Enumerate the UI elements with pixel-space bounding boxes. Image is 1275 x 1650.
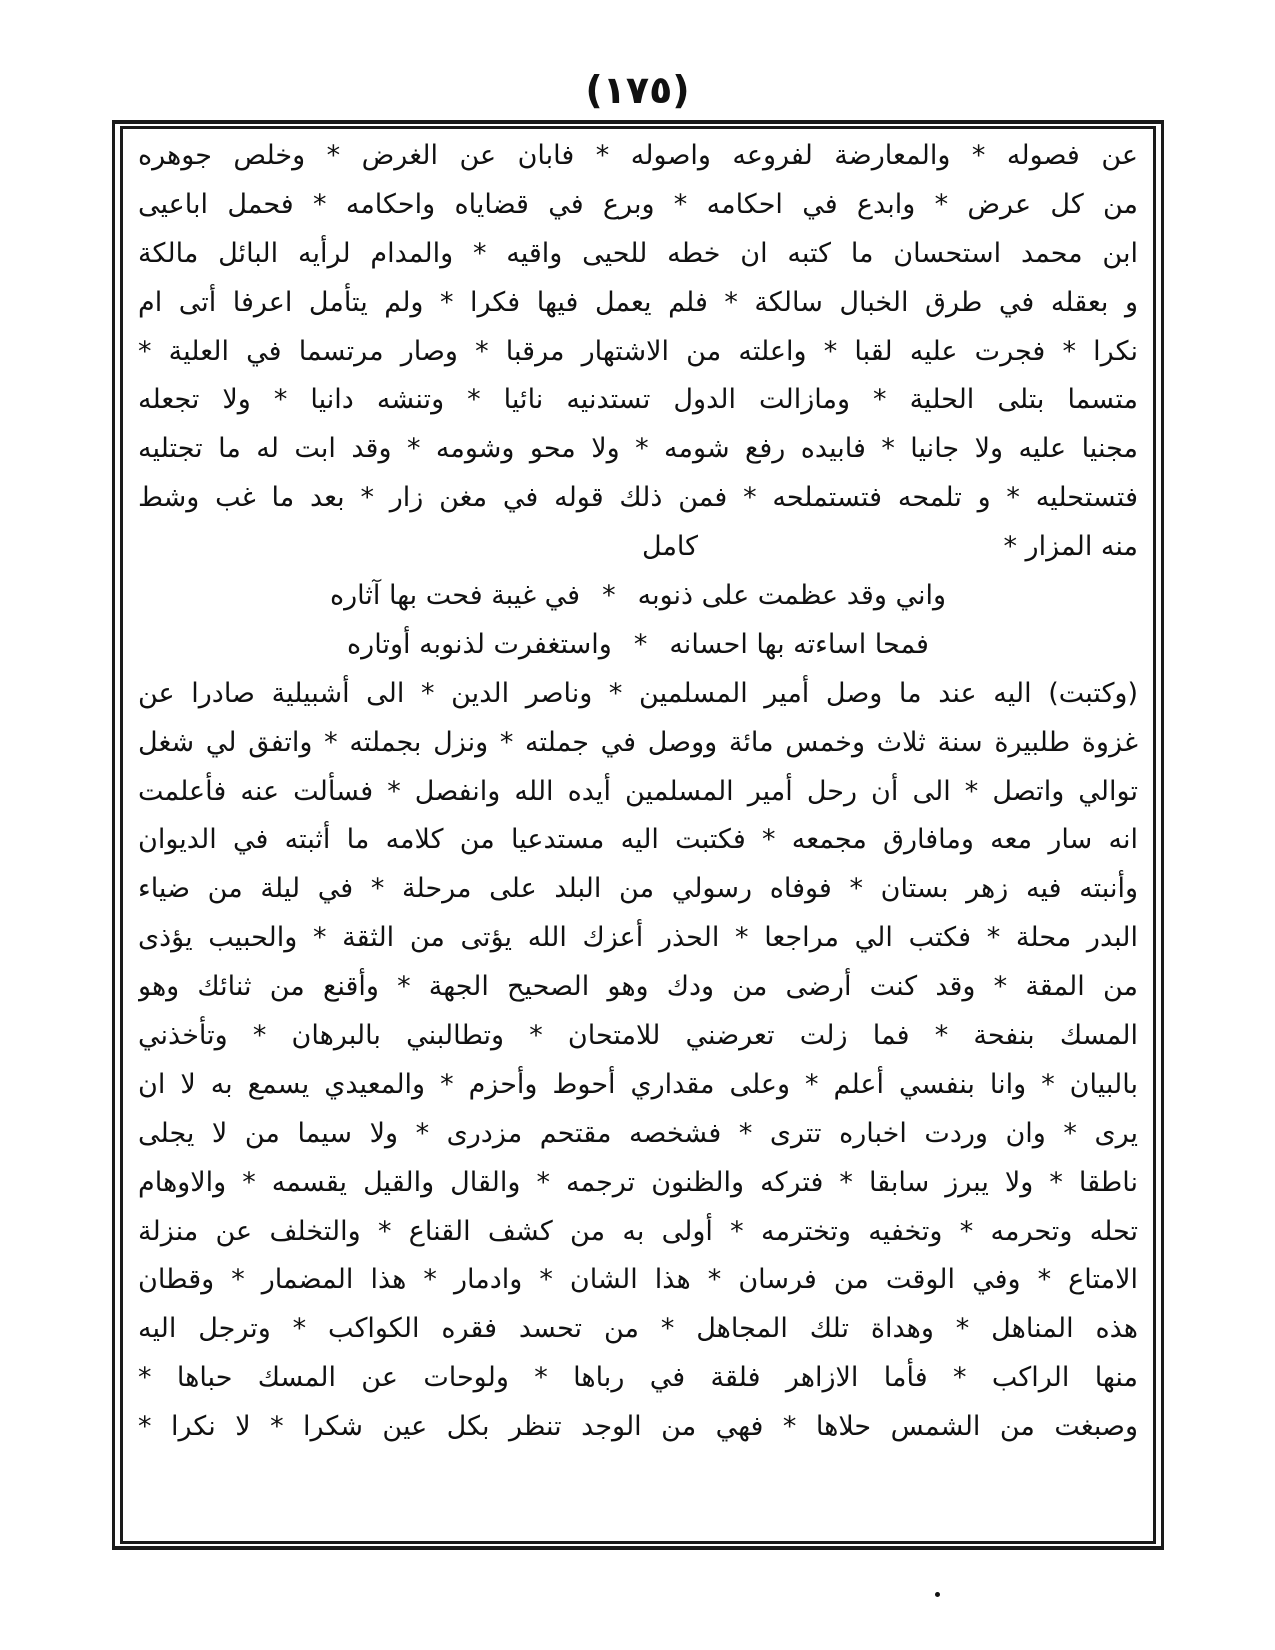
verse-first-hemistich: فمحا اساءته بها احسانه — [669, 628, 929, 660]
text-line: و بعقله في طرق الخبال سالكة * فلم يعمل فيها فكرا * ولم يتأمل اعرفا أتى ام — [138, 286, 1138, 318]
text-line: هذه المناهل * وهداة تلك المجاهل * من تحسد فقره الكواكب * وترجل اليه — [138, 1313, 1138, 1345]
text-line: متسما بتلى الحلية * ومازالت الدول تستدنيه نائيا * وتنشه دانيا * ولا تجعله — [138, 384, 1138, 416]
text-line: منها الراكب * فأما الازاهر فلقة في رباها * ولوحات عن المسك حباها * — [138, 1362, 1138, 1394]
verse-separator: * — [633, 628, 648, 660]
text-line: انه سار معه ومافارق مجمعه * فكتبت اليه مستدعيا من كلامه ما أثبته في الديوان — [138, 824, 1138, 856]
verse-first-hemistich: واني وقد عظمت على ذنوبه — [637, 580, 947, 612]
text-line: عن فصوله * والمعارضة لفروعه واصوله * فابان عن الغرض * وخلص جوهره — [138, 140, 1138, 171]
frame-border-left — [112, 120, 118, 1550]
short-line-text: منه المزار * — [1003, 531, 1138, 563]
verse-second-hemistich: في غيبة فحت بها آثاره — [330, 580, 581, 612]
text-line: ابن محمد استحسان ما كتبه ان خطه للحيى واقيه * والمدام لرأيه البائل مالكة — [138, 237, 1138, 269]
text-line: من كل عرض * وابدع في احكامه * وبرع في قضاياه واحكامه * فحمل اباعيى — [138, 188, 1138, 220]
text-line: غزوة طلبيرة سنة ثلاث وخمس مائة ووصل في جملته * ونزل بجملته * واتفق لي شغل — [138, 726, 1138, 758]
text-line: وصبغت من الشمس حلاها * فهي من الوجد تنظر بكل عين شكرا * لا نكرا * — [138, 1411, 1138, 1443]
text-line: الامتاع * وفي الوقت من فرسان * هذا الشان * وادمار * هذا المضمار * وقطان — [138, 1264, 1138, 1296]
ink-dot-mark — [935, 1592, 940, 1597]
text-line: وأنبته فيه زهر بستان * فوفاه رسولي من البلد على مرحلة * في ليلة من ضياء — [138, 873, 1138, 905]
text-line: البدر محلة * فكتب الي مراجعا * الحذر أعزك الله يؤتى من الثقة * والحبيب يؤذى — [138, 922, 1138, 954]
frame-border-right — [1158, 120, 1164, 1550]
text-line: توالي واتصل * الى أن رحل أمير المسلمين أيده الله وانفصل * فسألت عنه فأعلمت — [138, 775, 1138, 807]
text-line: نكرا * فجرت عليه لقبا * واعلته من الاشتهار مرقبا * وصار مرتسما في العلية * — [138, 335, 1138, 367]
meter-label: كامل — [642, 531, 698, 563]
verse-second-hemistich: واستغفرت لذنوبه أوتاره — [347, 628, 612, 660]
text-line: بالبيان * وانا بنفسي أعلم * وعلى مقداري أحوط وأحزم * والمعيدي يسمع به لا ان — [138, 1068, 1138, 1100]
verse-line — [138, 572, 1138, 621]
verse-separator: * — [602, 580, 616, 612]
text-line: مجنيا عليه ولا جانيا * فابيده رفع شومه * ولا محو وشومه * وقد ابت له ما تجتليه — [138, 433, 1138, 465]
text-line: تحله وتحرمه * وتخفيه وتخترمه * أولى به من كشف القناع * والتخلف عن منزلة — [138, 1215, 1138, 1247]
text-line-short — [138, 523, 1138, 572]
text-line: ناطقا * ولا يبرز سابقا * فتركه والظنون ترجمه * والقال والقيل يقسمه * والاوهام — [138, 1166, 1138, 1198]
text-line: فتستحليه * و تلمحه فتستملحه * فمن ذلك قوله في مغن زار * بعد ما غب وشط — [138, 482, 1138, 514]
text-line: المسك بنفحة * فما زلت تعرضني للامتحان * وتطالبني بالبرهان * وتأخذني — [138, 1020, 1138, 1052]
text-line: من المقة * وقد كنت أرضى من ودك وهو الصحيح الجهة * وأقنع من ثنائك وهو — [138, 971, 1138, 1003]
verse-line — [138, 621, 1138, 670]
text-line: (وكتبت) اليه عند ما وصل أمير المسلمين * وناصر الدين * الى أشبيلية صادرا عن — [138, 677, 1138, 709]
page-number: (١٧٥) — [585, 68, 690, 112]
body-text — [138, 132, 1138, 1452]
text-line: يرى * وان وردت اخباره تترى * فشخصه مقتحم مزدرى * ولا سيما من لا يجلى — [138, 1117, 1138, 1149]
